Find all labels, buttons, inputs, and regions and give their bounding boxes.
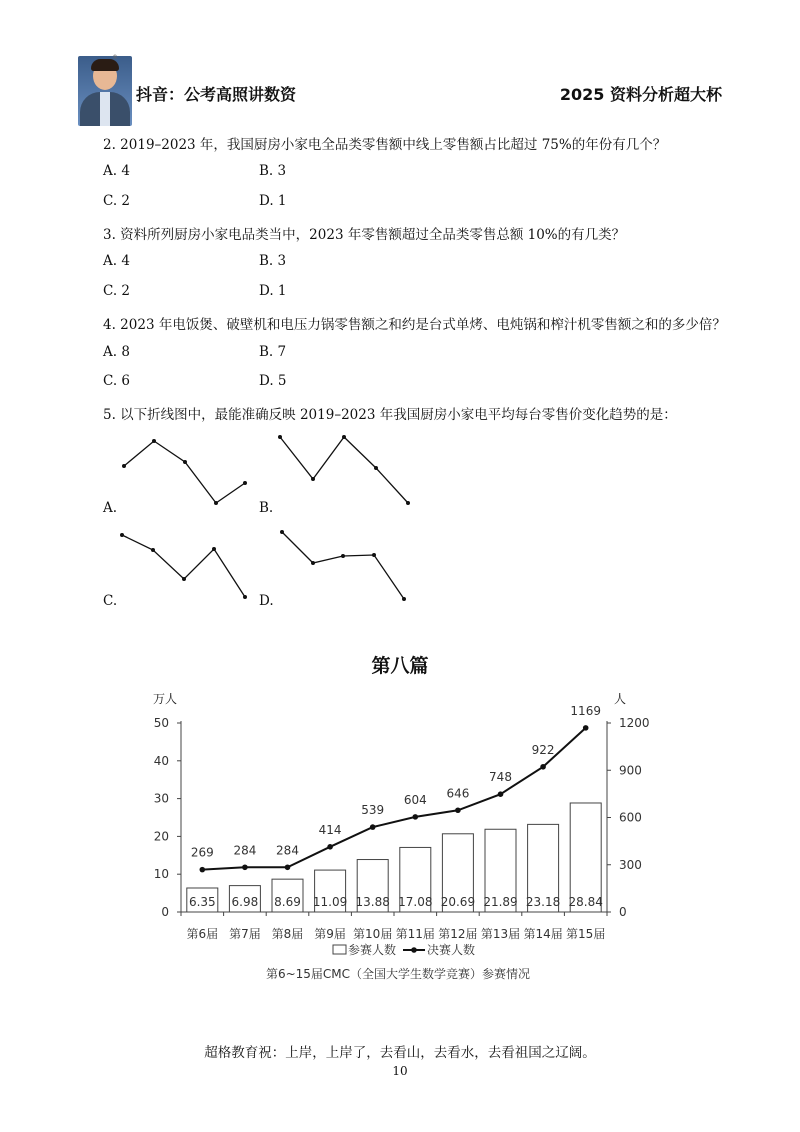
line-point (327, 844, 333, 850)
sketch-c-point (151, 548, 155, 552)
bar-value-label: 17.08 (398, 895, 433, 909)
x-tick-label: 第8届 (271, 927, 304, 941)
line-point (200, 867, 206, 873)
question-5-option-d: D. (259, 593, 274, 609)
right-tick-label: 0 (619, 905, 627, 919)
legend-line-marker (411, 947, 417, 953)
question-5-option-b: B. (259, 500, 274, 516)
sketch-b-point (342, 435, 346, 439)
line-value-label: 604 (403, 792, 427, 807)
left-tick-label: 30 (153, 791, 169, 806)
question-3-option-a: A. 4 (103, 253, 130, 269)
line-value-label: 539 (361, 803, 385, 818)
sketch-d-point (341, 554, 345, 558)
sketch-a-point (122, 464, 126, 468)
bar-value-label: 28.84 (568, 895, 603, 909)
sketch-c-point (212, 547, 216, 551)
question-2-option-a: A. 4 (103, 163, 130, 179)
bar-value-label: 6.98 (231, 895, 259, 909)
header-title-right: 2025 资料分析超大杯 (559, 85, 722, 104)
x-tick-label: 第12届 (438, 927, 478, 941)
sketch-d-point (402, 597, 406, 601)
sketch-b-point (311, 477, 315, 481)
question-2-stem: 2. 2019–2023 年，我国厨房小家电全品类零售额中线上零售额占比超过 75%的年份有几个？ (103, 137, 667, 153)
bar-value-label: 6.35 (188, 895, 216, 909)
right-tick-label: 1200 (619, 716, 650, 730)
line-point (498, 791, 504, 797)
question-3-stem: 3. 资料所列厨房小家电品类当中，2023 年零售额超过全品类零售总额 10%的有几类？ (103, 227, 626, 243)
line-value-label: 284 (276, 843, 299, 858)
question-3-option-b: B. 3 (259, 253, 287, 269)
left-tick-label: 50 (153, 716, 169, 730)
left-tick-label: 10 (153, 867, 169, 882)
line-point (242, 864, 248, 870)
question-4-option-a: A. 8 (103, 344, 130, 360)
x-tick-label: 第9届 (314, 927, 346, 941)
sketch-a-point (214, 501, 218, 505)
bar-value-label: 21.89 (483, 895, 518, 909)
sketch-c-point (120, 533, 124, 537)
right-tick-label: 600 (619, 810, 642, 825)
sketch-b-line (280, 437, 408, 503)
question-4-stem: 4. 2023 年电饭煲、破壁机和电压力锅零售额之和约是台式单烤、电炖锅和榨汁机零售额之和的多少倍？ (103, 317, 726, 333)
line-point (413, 814, 419, 820)
question-5-stem: 5. 以下折线图中，最能准确反映 2019–2023 年我国厨房小家电平均每台零售价变化趋势的是： (103, 407, 677, 423)
line-point (455, 807, 461, 813)
bar-value-label: 20.69 (440, 895, 476, 909)
section-title: 第八篇 (371, 655, 429, 677)
sketch-d-point (311, 561, 315, 565)
bar-value-label: 13.88 (355, 895, 390, 909)
sketch-d-line (282, 532, 404, 599)
sketch-c-line (122, 535, 245, 597)
line-point (540, 764, 546, 770)
question-4-option-c: C. 6 (103, 373, 131, 389)
right-axis-label: 人 (614, 692, 627, 706)
left-tick-label: 40 (153, 753, 169, 768)
question-5-option-c: C. (103, 593, 118, 609)
sketch-b-point (374, 466, 378, 470)
line-value-label: 414 (318, 822, 342, 837)
sketch-a-point (152, 439, 156, 443)
sketch-a-line (124, 441, 245, 503)
chart-caption: 第6~15届CMC（全国大学生数学竞赛）参赛情况 (265, 967, 531, 981)
question-4-option-d: D. 5 (259, 373, 287, 389)
line-value-label: 922 (531, 742, 555, 757)
line-point (370, 824, 376, 830)
question-4-option-b: B. 7 (259, 344, 287, 360)
question-5-option-a: A. (103, 500, 118, 516)
page-number: 10 (392, 1064, 408, 1078)
bar-value-label: 11.09 (312, 895, 348, 909)
left-axis-label: 万人 (153, 692, 178, 706)
sketch-b-point (278, 435, 282, 439)
line-value-label: 1169 (570, 703, 601, 718)
line-value-label: 284 (233, 843, 257, 858)
line-point (583, 725, 589, 731)
line-point (285, 864, 291, 870)
x-tick-label: 第15届 (566, 927, 606, 941)
cmc-participation-chart (0, 680, 800, 1000)
sketch-b-point (406, 501, 410, 505)
question-3-option-c: C. 2 (103, 283, 131, 299)
bar-value-label: 23.18 (525, 895, 561, 909)
sketch-a-point (183, 460, 187, 464)
question-2-option-b: B. 3 (259, 163, 287, 179)
x-tick-label: 第10届 (353, 927, 393, 941)
x-tick-label: 第7届 (229, 927, 261, 941)
registered-mark: ® (112, 54, 118, 61)
header-title-left: 抖音：公考高照讲数资 (136, 85, 297, 104)
question-3-option-d: D. 1 (259, 283, 287, 299)
left-tick-label: 0 (161, 905, 169, 919)
x-tick-label: 第11届 (395, 927, 435, 941)
legend-line-label: 决赛人数 (427, 943, 476, 957)
sketch-a-point (243, 481, 247, 485)
question-2-option-c: C. 2 (103, 193, 131, 209)
x-tick-label: 第13届 (480, 927, 521, 941)
sketch-c-point (243, 595, 247, 599)
sketch-d-point (372, 553, 376, 557)
legend-bar-swatch (333, 945, 346, 954)
footer-slogan: 超格教育祝：上岸，上岸了，去看山，去看水，去看祖国之辽阔。 (204, 1045, 596, 1061)
left-tick-label: 20 (153, 829, 169, 844)
line-value-label: 269 (190, 845, 214, 860)
line-value-label: 646 (446, 786, 470, 801)
x-tick-label: 第6届 (186, 927, 219, 941)
right-tick-label: 900 (619, 763, 642, 778)
x-tick-label: 第14届 (523, 927, 563, 941)
question-2-option-d: D. 1 (259, 193, 287, 209)
sketch-c-point (182, 577, 186, 581)
legend-bar-label: 参赛人数 (348, 943, 397, 957)
right-tick-label: 300 (619, 857, 642, 872)
sketch-d-point (280, 530, 284, 534)
line-value-label: 748 (489, 770, 512, 785)
bar-value-label: 8.69 (274, 895, 301, 909)
